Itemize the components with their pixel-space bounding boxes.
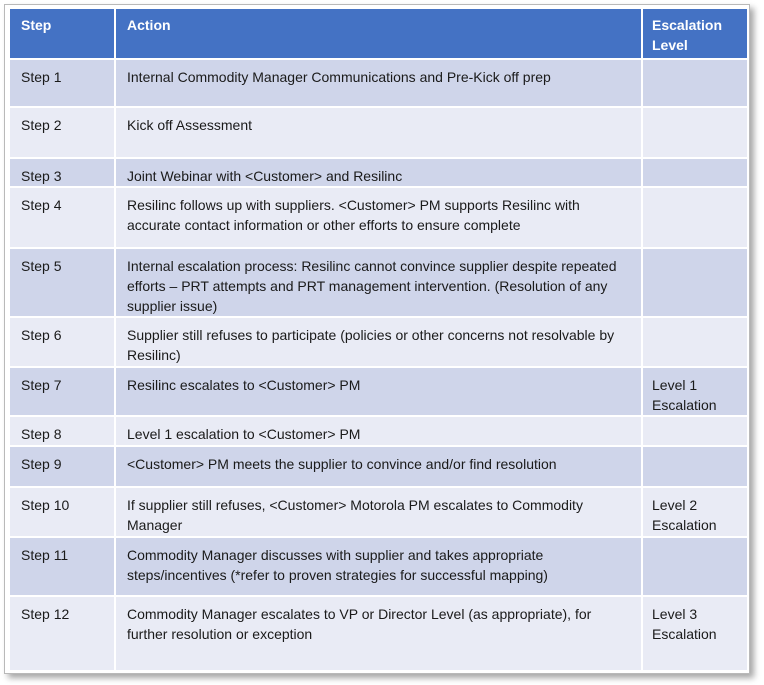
escalation-cell (642, 317, 748, 367)
table-row (9, 367, 748, 416)
header-escalation-level: Escalation Level (642, 8, 748, 59)
escalation-cell (642, 187, 748, 248)
escalation-cell (642, 248, 748, 317)
step-cell: Step 7 (9, 367, 115, 416)
action-cell: Resilinc escalates to <Customer> PM (115, 367, 642, 416)
table-row (9, 416, 748, 446)
step-cell: Step 9 (9, 446, 115, 487)
action-cell: Commodity Manager discusses with supplier and takes appropriate steps/incentives (*refer to proven strategies for successful mapping) (115, 537, 642, 596)
table-row (9, 446, 748, 487)
action-cell: Internal Commodity Manager Communications and Pre-Kick off prep (115, 59, 642, 107)
step-cell: Step 1 (9, 59, 115, 107)
table-row (9, 317, 748, 367)
step-cell: Step 10 (9, 487, 115, 537)
step-cell: Step 11 (9, 537, 115, 596)
table-row (9, 107, 748, 158)
escalation-cell: Level 1 Escalation (642, 367, 748, 416)
table-row (9, 596, 748, 671)
action-cell: Internal escalation process: Resilinc cannot convince supplier despite repeated efforts – PRT attempts and PRT management intervention. (Resolution of any supplier issue) (115, 248, 642, 317)
action-cell: If supplier still refuses, <Customer> Motorola PM escalates to Commodity Manager (115, 487, 642, 537)
step-cell: Step 4 (9, 187, 115, 248)
action-cell: Kick off Assessment (115, 107, 642, 158)
escalation-cell (642, 158, 748, 187)
step-cell: Step 12 (9, 596, 115, 671)
step-cell: Step 6 (9, 317, 115, 367)
table-row (9, 487, 748, 537)
escalation-cell (642, 107, 748, 158)
escalation-table-frame (4, 4, 750, 674)
escalation-cell (642, 446, 748, 487)
escalation-table (8, 7, 749, 672)
step-cell: Step 2 (9, 107, 115, 158)
action-cell: Resilinc follows up with suppliers. <Customer> PM supports Resilinc with accurate contact information or other efforts to ensure complete (115, 187, 642, 248)
table-row (9, 187, 748, 248)
escalation-cell (642, 537, 748, 596)
escalation-cell (642, 416, 748, 446)
table-row (9, 59, 748, 107)
escalation-cell (642, 59, 748, 107)
header-step: Step (9, 8, 115, 59)
action-cell: Level 1 escalation to <Customer> PM (115, 416, 642, 446)
step-cell: Step 3 (9, 158, 115, 187)
action-cell: Joint Webinar with <Customer> and Resilinc (115, 158, 642, 187)
escalation-cell: Level 2 Escalation (642, 487, 748, 537)
table-row (9, 537, 748, 596)
header-action: Action (115, 8, 642, 59)
table-row (9, 248, 748, 317)
step-cell: Step 8 (9, 416, 115, 446)
action-cell: <Customer> PM meets the supplier to convince and/or find resolution (115, 446, 642, 487)
escalation-cell: Level 3 Escalation (642, 596, 748, 671)
action-cell: Commodity Manager escalates to VP or Director Level (as appropriate), for further resolution or exception (115, 596, 642, 671)
table-row (9, 158, 748, 187)
table-header-row (9, 8, 748, 59)
action-cell: Supplier still refuses to participate (policies or other concerns not resolvable by Resilinc) (115, 317, 642, 367)
step-cell: Step 5 (9, 248, 115, 317)
